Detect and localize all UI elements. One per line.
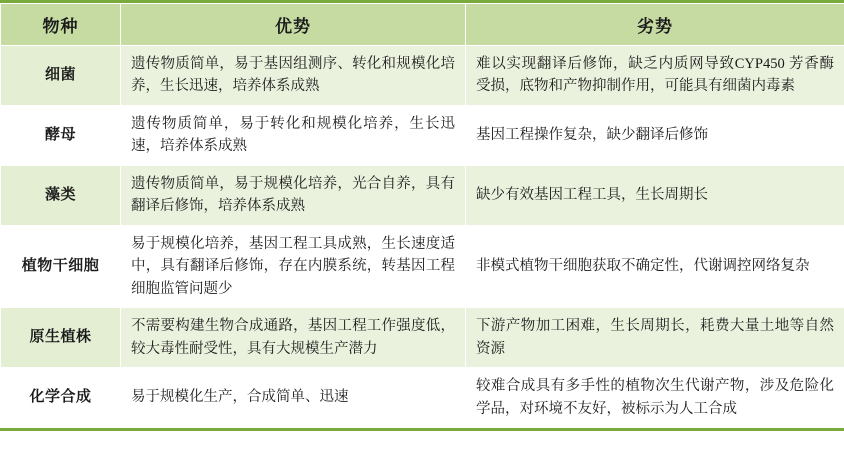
cell-disadvantage: 下游产物加工困难，生长周期长，耗费大量土地等自然资源	[466, 308, 844, 368]
cell-advantage: 易于规模化生产，合成简单、迅速	[121, 368, 466, 428]
cell-species: 植物干细胞	[1, 225, 121, 307]
table-bottom-border	[0, 428, 844, 431]
cell-species: 酵母	[1, 105, 121, 165]
cell-advantage: 遗传物质简单，易于基因组测序、转化和规模化培养，生长迅速，培养体系成熟	[121, 46, 466, 106]
table-row	[1, 165, 844, 225]
cell-species: 化学合成	[1, 368, 121, 428]
cell-disadvantage: 非模式植物干细胞获取不确定性，代谢调控网络复杂	[466, 225, 844, 307]
cell-disadvantage: 缺少有效基因工程工具，生长周期长	[466, 165, 844, 225]
cell-advantage: 不需要构建生物合成通路，基因工程工作强度低，较大毒性耐受性，具有大规模生产潜力	[121, 308, 466, 368]
table-row	[1, 368, 844, 428]
cell-disadvantage: 基因工程操作复杂，缺少翻译后修饰	[466, 105, 844, 165]
cell-advantage: 易于规模化培养，基因工程工具成熟，生长速度适中，具有翻译后修饰，存在内膜系统，转基因工程细胞监管问题少	[121, 225, 466, 307]
cell-species: 细菌	[1, 46, 121, 106]
table-body	[1, 46, 844, 428]
species-comparison-table	[0, 3, 844, 428]
column-header-advantage: 优势	[121, 4, 466, 46]
column-header-disadvantage: 劣势	[466, 4, 844, 46]
cell-species: 原生植株	[1, 308, 121, 368]
table-row	[1, 308, 844, 368]
cell-advantage: 遗传物质简单，易于规模化培养，光合自养，具有翻译后修饰，培养体系成熟	[121, 165, 466, 225]
table-header	[1, 4, 844, 46]
cell-species: 藻类	[1, 165, 121, 225]
table-row	[1, 105, 844, 165]
cell-advantage: 遗传物质简单，易于转化和规模化培养，生长迅速，培养体系成熟	[121, 105, 466, 165]
cell-disadvantage: 较难合成具有多手性的植物次生代谢产物，涉及危险化学品，对环境不友好，被标示为人工合成	[466, 368, 844, 428]
column-header-species: 物种	[1, 4, 121, 46]
cell-disadvantage: 难以实现翻译后修饰，缺乏内质网导致CYP450 芳香酶受损，底物和产物抑制作用，可能具有细菌内毒素	[466, 46, 844, 106]
table-row	[1, 46, 844, 106]
header-row	[1, 4, 844, 46]
table-row	[1, 225, 844, 307]
